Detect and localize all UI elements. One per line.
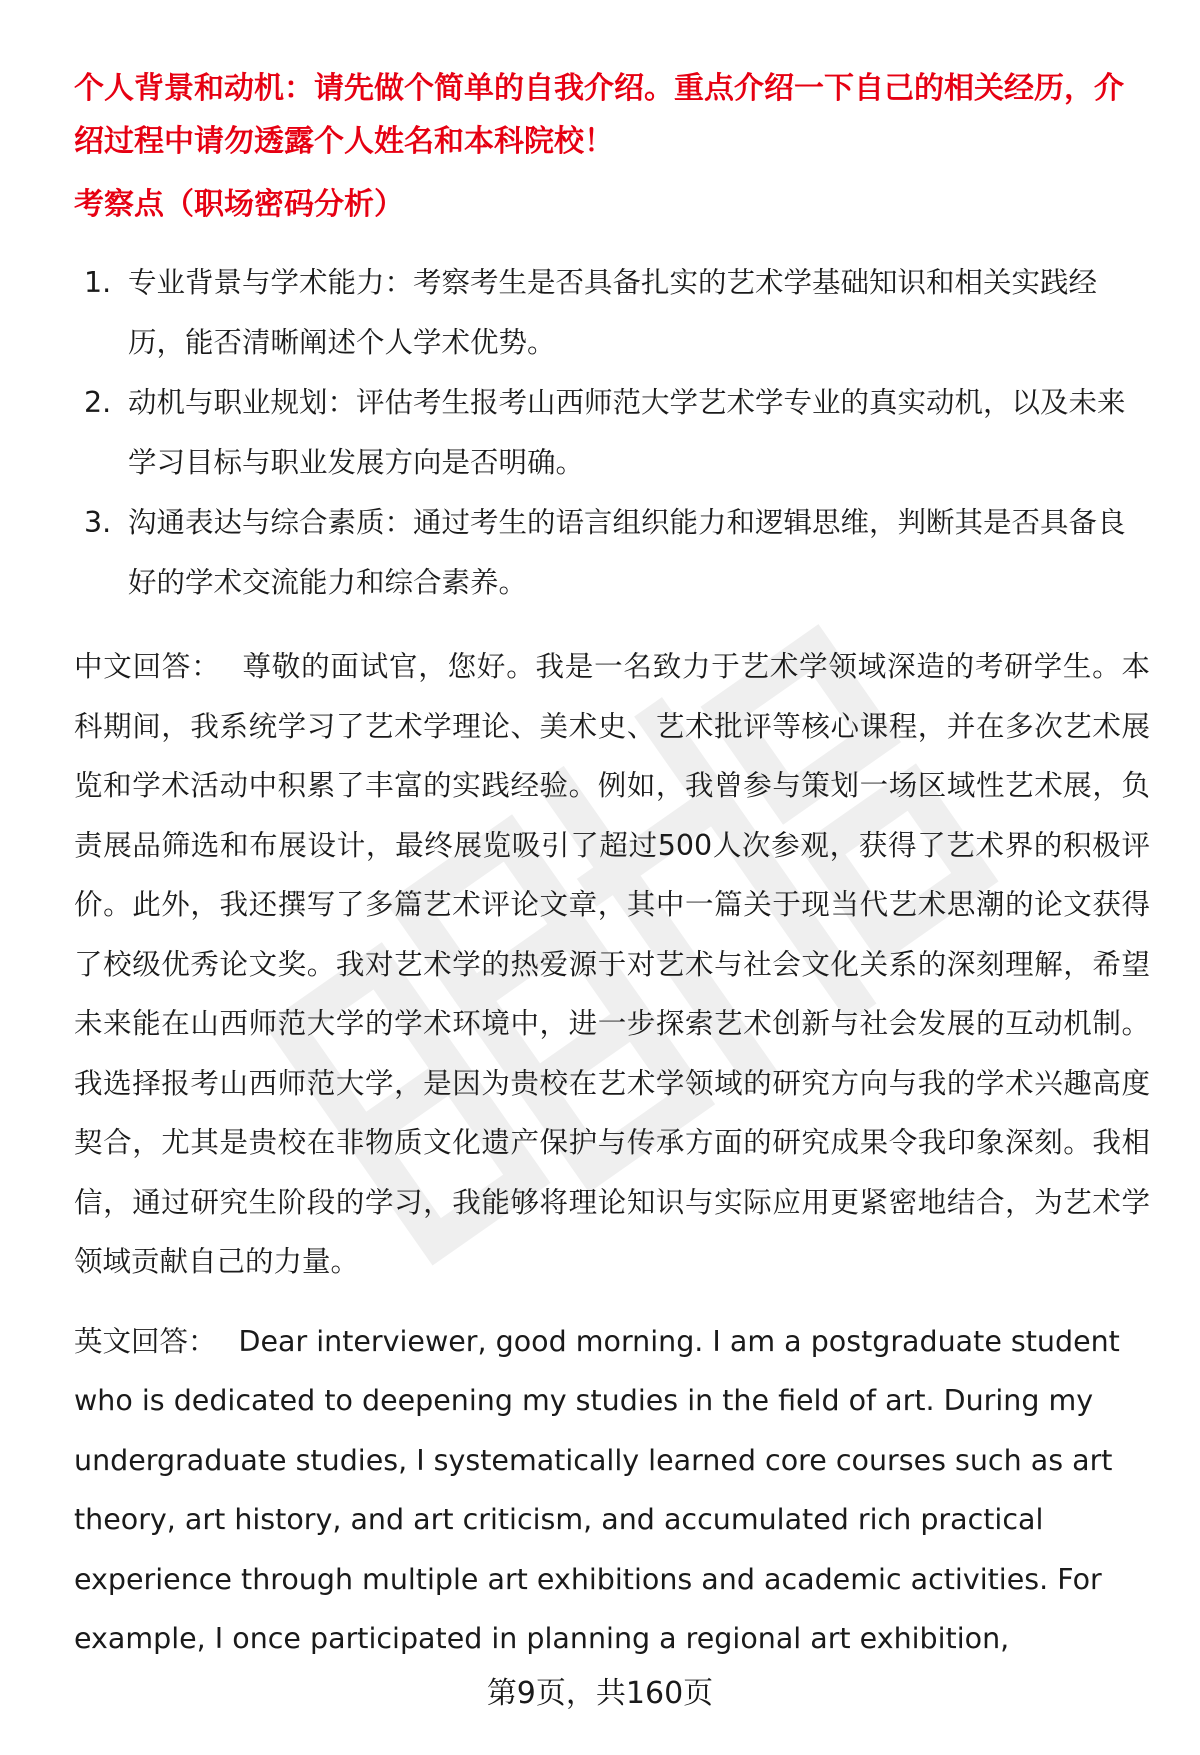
list-item-text: 动机与职业规划：评估考生报考山西师范大学艺术学专业的真实动机，以及未来学习目标与职业发展方向是否明确。 [128, 386, 1126, 479]
assessment-points-list [74, 253, 1150, 613]
list-item-number: 2. [84, 386, 112, 419]
list-item [74, 253, 1150, 373]
list-item-number: 3. [84, 506, 112, 539]
list-item [74, 493, 1150, 613]
page-number-footer: 第9页，共160页 [486, 1676, 714, 1711]
chinese-answer-text: 尊敬的面试官，您好。我是一名致力于艺术学领域深造的考研学生。本科期间，我系统学习了艺术学理论、美术史、艺术批评等核心课程，并在多次艺术展览和学术活动中积累了丰富的实践经验。例如，我曾参与策划一场区域性艺术展，负责展品筛选和布展设计，最终展览吸引了超过500人次参观，获得了艺术界的积极评价。此外，我还撰写了多篇艺术评论文章，其中一篇关于现当代艺术思潮的论文获得了校级优秀论文奖。我对艺术学的热爱源于对艺术与社会文化关系的深刻理解，希望未来能在山西师范大学的学术环境中，进一步探索艺术创新与社会发展的互动机制。我选择报考山西师范大学，是因为贵校在艺术学领域的研究方向与我的学术兴趣高度契合，尤其是贵校在非物质文化遗产保护与传承方面的研究成果令我印象深刻。我相信，通过研究生阶段的学习，我能够将理论知识与实际应用更紧密地结合，为艺术学领域贡献自己的力量。 [74, 650, 1150, 1278]
english-answer [74, 1312, 1150, 1669]
question-heading: 个人背景和动机：请先做个简单的自我介绍。重点介绍一下自己的相关经历，介绍过程中请勿透露个人姓名和本科院校！ [74, 71, 1124, 159]
list-item-number: 1. [84, 266, 112, 299]
content-area [74, 62, 1150, 1689]
list-item-text: 专业背景与学术能力：考察考生是否具备扎实的艺术学基础知识和相关实践经历，能否清晰阐述个人学术优势。 [128, 266, 1098, 359]
chinese-answer-label: 中文回答： [74, 650, 221, 683]
chinese-answer [74, 637, 1150, 1292]
list-item-text: 沟通表达与综合素质：通过考生的语言组织能力和逻辑思维，判断其是否具备良好的学术交流能力和综合素养。 [128, 506, 1126, 599]
english-answer-label: 英文回答： [74, 1324, 217, 1358]
english-answer-text: Dear interviewer, good morning. I am a postgraduate student who is dedicated to deepening my studies in the field of art. During my undergraduate studies, I systematically learned core courses such as art theory, art history, and art criticism, and accumulated rich practical experience through multiple art exhibitions and academic activities. For example, I once participated in planning a regional art exhibition, [74, 1324, 1120, 1655]
list-item [74, 373, 1150, 493]
assessment-points-heading: 考察点（职场密码分析） [74, 187, 404, 222]
